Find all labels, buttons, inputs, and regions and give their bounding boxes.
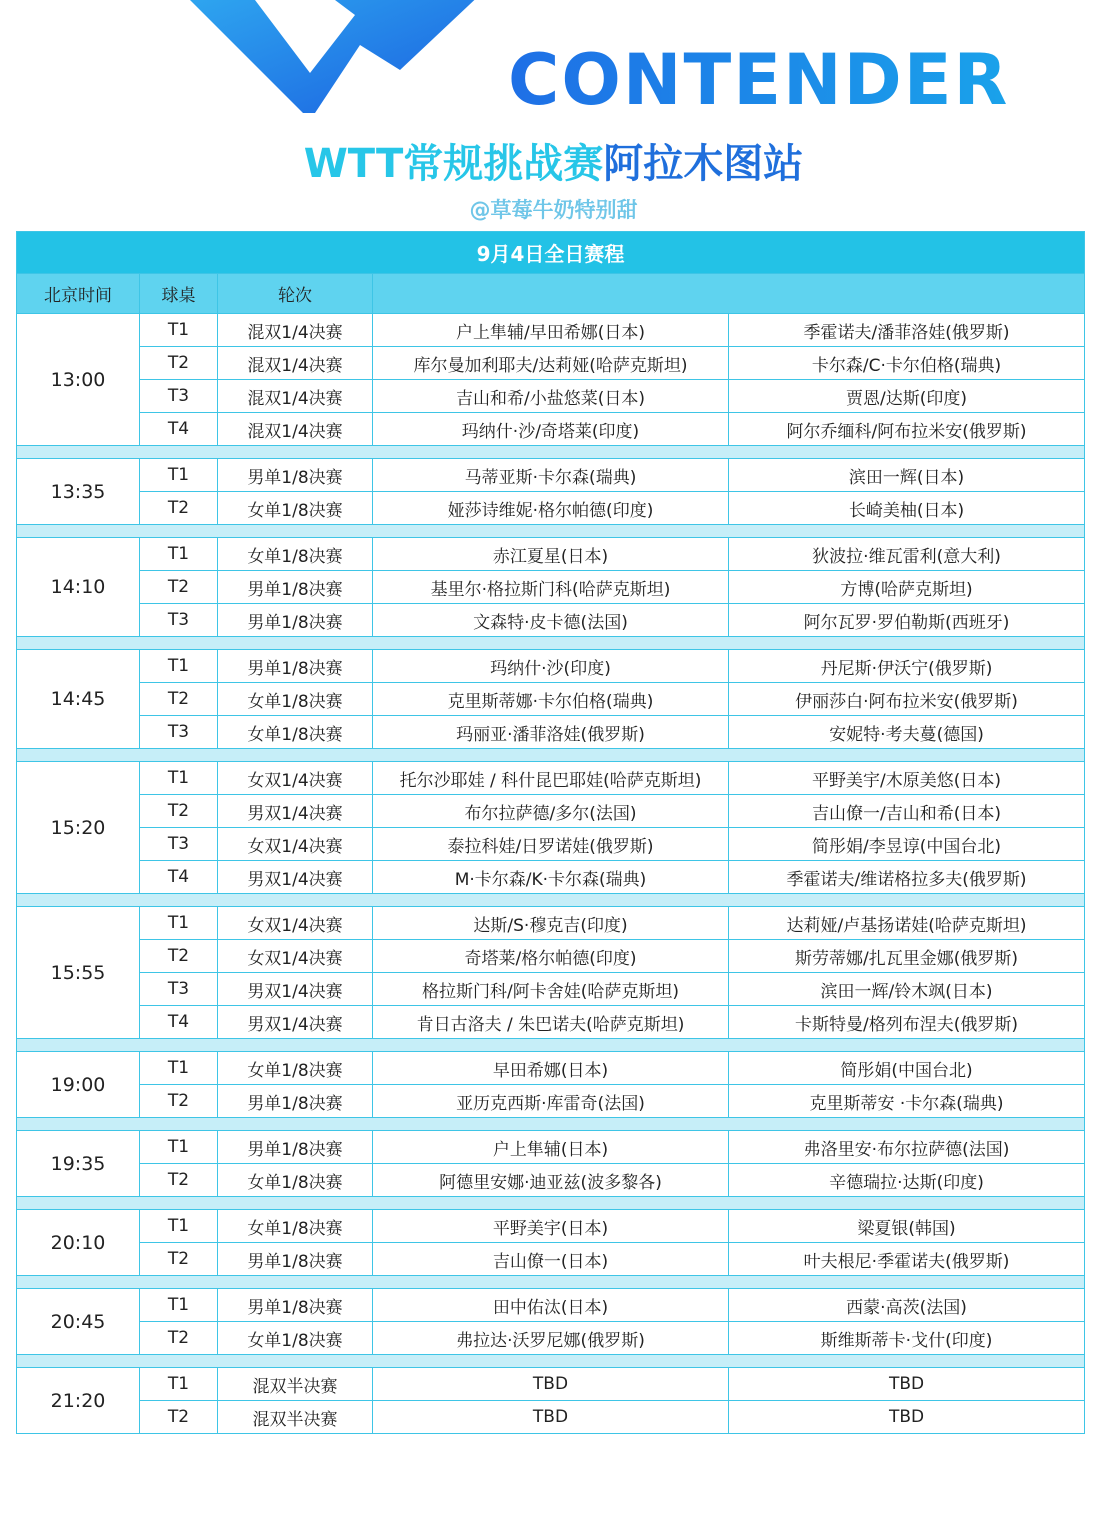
table-number: T3	[140, 973, 218, 1006]
table-number: T2	[140, 795, 218, 828]
match-round: 男双1/4决赛	[218, 861, 373, 894]
player-side-a: 玛纳什·沙(印度)	[373, 650, 729, 683]
table-row	[17, 604, 1085, 637]
player-side-a: TBD	[373, 1368, 729, 1401]
table-number: T2	[140, 1322, 218, 1355]
player-side-b: 滨田一辉(日本)	[729, 459, 1085, 492]
brand-wordmark: CONTENDER	[508, 39, 1010, 121]
header-blank	[373, 274, 1085, 314]
table-row	[17, 571, 1085, 604]
match-round: 男单1/8决赛	[218, 571, 373, 604]
slot-separator	[17, 1118, 1085, 1131]
table-number: T2	[140, 347, 218, 380]
player-side-a: 亚历克西斯·库雷奇(法国)	[373, 1085, 729, 1118]
table-row	[17, 940, 1085, 973]
match-round: 女双1/4决赛	[218, 828, 373, 861]
table-number: T2	[140, 1401, 218, 1434]
player-side-b: 西蒙·高茨(法国)	[729, 1289, 1085, 1322]
player-side-a: 户上隼辅/早田希娜(日本)	[373, 314, 729, 347]
match-round: 男单1/8决赛	[218, 1085, 373, 1118]
slot-time: 14:45	[17, 650, 140, 749]
table-row	[17, 413, 1085, 446]
player-side-b: 平野美宇/木原美悠(日本)	[729, 762, 1085, 795]
header-round: 轮次	[218, 274, 373, 314]
player-side-a: TBD	[373, 1401, 729, 1434]
player-side-b: 梁夏银(韩国)	[729, 1210, 1085, 1243]
player-side-b: 简彤娟(中国台北)	[729, 1052, 1085, 1085]
player-side-a: 玛纳什·沙/奇塔莱(印度)	[373, 413, 729, 446]
slot-separator-cell	[17, 1039, 1085, 1052]
match-round: 女单1/8决赛	[218, 492, 373, 525]
player-side-a: 肯日古洛夫 / 朱巴诺夫(哈萨克斯坦)	[373, 1006, 729, 1039]
match-round: 男单1/8决赛	[218, 459, 373, 492]
table-number: T1	[140, 538, 218, 571]
header-time: 北京时间	[17, 274, 140, 314]
slot-separator	[17, 1355, 1085, 1368]
player-side-a: 平野美宇(日本)	[373, 1210, 729, 1243]
slot-separator-cell	[17, 894, 1085, 907]
table-number: T2	[140, 940, 218, 973]
player-side-b: 伊丽莎白·阿布拉米安(俄罗斯)	[729, 683, 1085, 716]
table-row	[17, 828, 1085, 861]
table-number: T1	[140, 459, 218, 492]
player-side-b: 安妮特·考夫蔓(德国)	[729, 716, 1085, 749]
schedule-banner-row	[17, 232, 1085, 274]
player-side-a: 玛丽亚·潘菲洛娃(俄罗斯)	[373, 716, 729, 749]
match-round: 女单1/8决赛	[218, 1210, 373, 1243]
player-side-a: 赤江夏星(日本)	[373, 538, 729, 571]
match-round: 男双1/4决赛	[218, 1006, 373, 1039]
slot-separator	[17, 446, 1085, 459]
table-number: T2	[140, 571, 218, 604]
table-row	[17, 716, 1085, 749]
slot-separator-cell	[17, 1197, 1085, 1210]
match-round: 男单1/8决赛	[218, 1289, 373, 1322]
match-round: 女双1/4决赛	[218, 940, 373, 973]
match-round: 女单1/8决赛	[218, 1164, 373, 1197]
player-side-b: 丹尼斯·伊沃宁(俄罗斯)	[729, 650, 1085, 683]
table-number: T2	[140, 1243, 218, 1276]
match-round: 混双1/4决赛	[218, 347, 373, 380]
player-side-b: 斯劳蒂娜/扎瓦里金娜(俄罗斯)	[729, 940, 1085, 973]
match-round: 男双1/4决赛	[218, 973, 373, 1006]
player-side-b: 斯维斯蒂卡·戈什(印度)	[729, 1322, 1085, 1355]
player-side-b: 简彤娟/李昱谆(中国台北)	[729, 828, 1085, 861]
table-number: T4	[140, 413, 218, 446]
table-number: T1	[140, 1052, 218, 1085]
title-part-1: WTT常规挑战赛	[303, 141, 604, 187]
player-side-b: 阿尔乔缅科/阿布拉米安(俄罗斯)	[729, 413, 1085, 446]
player-side-a: 娅莎诗维妮·格尔帕德(印度)	[373, 492, 729, 525]
match-round: 混双1/4决赛	[218, 380, 373, 413]
slot-separator	[17, 894, 1085, 907]
player-side-b: 方博(哈萨克斯坦)	[729, 571, 1085, 604]
slot-time: 20:10	[17, 1210, 140, 1276]
table-row	[17, 1085, 1085, 1118]
player-side-a: 马蒂亚斯·卡尔森(瑞典)	[373, 459, 729, 492]
slot-time: 19:35	[17, 1131, 140, 1197]
table-row	[17, 1289, 1085, 1322]
schedule-banner: 9月4日全日赛程	[17, 232, 1085, 274]
match-round: 混双半决赛	[218, 1368, 373, 1401]
match-round: 男双1/4决赛	[218, 795, 373, 828]
table-number: T3	[140, 828, 218, 861]
table-number: T4	[140, 861, 218, 894]
schedule-body	[17, 232, 1085, 1434]
slot-separator	[17, 637, 1085, 650]
match-round: 混双半决赛	[218, 1401, 373, 1434]
player-side-b: TBD	[729, 1401, 1085, 1434]
slot-time: 13:35	[17, 459, 140, 525]
table-number: T3	[140, 716, 218, 749]
slot-time: 19:00	[17, 1052, 140, 1118]
table-number: T2	[140, 1085, 218, 1118]
match-round: 女单1/8决赛	[218, 716, 373, 749]
player-side-a: 泰拉科娃/日罗诺娃(俄罗斯)	[373, 828, 729, 861]
player-side-a: 托尔沙耶娃 / 科什昆巴耶娃(哈萨克斯坦)	[373, 762, 729, 795]
table-number: T3	[140, 604, 218, 637]
header-table: 球桌	[140, 274, 218, 314]
slot-separator-cell	[17, 446, 1085, 459]
match-round: 男单1/8决赛	[218, 1243, 373, 1276]
table-row	[17, 795, 1085, 828]
player-side-a: M·卡尔森/K·卡尔森(瑞典)	[373, 861, 729, 894]
table-number: T1	[140, 650, 218, 683]
table-row	[17, 1164, 1085, 1197]
table-number: T1	[140, 314, 218, 347]
player-side-a: 格拉斯门科/阿卡舍娃(哈萨克斯坦)	[373, 973, 729, 1006]
watermark-text: @草莓牛奶特别甜	[469, 198, 638, 222]
match-round: 女单1/8决赛	[218, 1322, 373, 1355]
table-row	[17, 1401, 1085, 1434]
table-number: T2	[140, 1164, 218, 1197]
match-round: 女双1/4决赛	[218, 762, 373, 795]
table-row	[17, 380, 1085, 413]
table-number: T1	[140, 907, 218, 940]
slot-separator-cell	[17, 1276, 1085, 1289]
table-row	[17, 538, 1085, 571]
table-row	[17, 973, 1085, 1006]
table-number: T2	[140, 492, 218, 525]
player-side-b: 卡斯特曼/格列布涅夫(俄罗斯)	[729, 1006, 1085, 1039]
player-side-b: 辛德瑞拉·达斯(印度)	[729, 1164, 1085, 1197]
match-round: 女单1/8决赛	[218, 683, 373, 716]
slot-separator-cell	[17, 1118, 1085, 1131]
slot-separator-cell	[17, 637, 1085, 650]
page-title	[0, 138, 1107, 190]
match-round: 女单1/8决赛	[218, 538, 373, 571]
slot-separator	[17, 1276, 1085, 1289]
table-row	[17, 1006, 1085, 1039]
table-row	[17, 1368, 1085, 1401]
player-side-b: 阿尔瓦罗·罗伯勒斯(西班牙)	[729, 604, 1085, 637]
table-row	[17, 1322, 1085, 1355]
player-side-a: 奇塔莱/格尔帕德(印度)	[373, 940, 729, 973]
player-side-a: 阿德里安娜·迪亚兹(波多黎各)	[373, 1164, 729, 1197]
player-side-a: 户上隼辅(日本)	[373, 1131, 729, 1164]
schedule-table	[16, 231, 1085, 1434]
table-row	[17, 907, 1085, 940]
header	[0, 0, 1107, 230]
player-side-b: TBD	[729, 1368, 1085, 1401]
player-side-b: 季霍诺夫/潘菲洛娃(俄罗斯)	[729, 314, 1085, 347]
table-number: T1	[140, 1368, 218, 1401]
player-side-b: 达莉娅/卢基扬诺娃(哈萨克斯坦)	[729, 907, 1085, 940]
slot-separator-cell	[17, 525, 1085, 538]
table-row	[17, 314, 1085, 347]
table-row	[17, 650, 1085, 683]
match-round: 男单1/8决赛	[218, 604, 373, 637]
match-round: 男单1/8决赛	[218, 1131, 373, 1164]
table-row	[17, 683, 1085, 716]
table-row	[17, 459, 1085, 492]
player-side-a: 吉山和希/小盐悠菜(日本)	[373, 380, 729, 413]
slot-time: 21:20	[17, 1368, 140, 1434]
slot-separator-cell	[17, 1355, 1085, 1368]
player-side-b: 弗洛里安·布尔拉萨德(法国)	[729, 1131, 1085, 1164]
slot-separator	[17, 1197, 1085, 1210]
slot-time: 15:55	[17, 907, 140, 1039]
player-side-a: 早田希娜(日本)	[373, 1052, 729, 1085]
slot-separator-cell	[17, 749, 1085, 762]
player-side-b: 滨田一辉/铃木飒(日本)	[729, 973, 1085, 1006]
player-side-b: 季霍诺夫/维诺格拉多夫(俄罗斯)	[729, 861, 1085, 894]
match-round: 女双1/4决赛	[218, 907, 373, 940]
player-side-a: 基里尔·格拉斯门科(哈萨克斯坦)	[373, 571, 729, 604]
slot-time: 20:45	[17, 1289, 140, 1355]
player-side-a: 布尔拉萨德/多尔(法国)	[373, 795, 729, 828]
player-side-b: 长崎美柚(日本)	[729, 492, 1085, 525]
table-row	[17, 347, 1085, 380]
player-side-b: 吉山僚一/吉山和希(日本)	[729, 795, 1085, 828]
title-part-2: 阿拉木图站	[603, 141, 804, 187]
table-number: T4	[140, 1006, 218, 1039]
player-side-a: 田中佑汰(日本)	[373, 1289, 729, 1322]
match-round: 女单1/8决赛	[218, 1052, 373, 1085]
table-number: T1	[140, 762, 218, 795]
player-side-a: 弗拉达·沃罗尼娜(俄罗斯)	[373, 1322, 729, 1355]
table-number: T2	[140, 683, 218, 716]
player-side-b: 叶夫根尼·季霍诺夫(俄罗斯)	[729, 1243, 1085, 1276]
table-row	[17, 1210, 1085, 1243]
slot-time: 13:00	[17, 314, 140, 446]
header-row	[17, 274, 1085, 314]
player-side-b: 贾恩/达斯(印度)	[729, 380, 1085, 413]
slot-separator	[17, 749, 1085, 762]
match-round: 混双1/4决赛	[218, 413, 373, 446]
player-side-b: 狄波拉·维瓦雷利(意大利)	[729, 538, 1085, 571]
match-round: 混双1/4决赛	[218, 314, 373, 347]
table-number: T3	[140, 380, 218, 413]
table-number: T1	[140, 1131, 218, 1164]
slot-time: 14:10	[17, 538, 140, 637]
slot-time: 15:20	[17, 762, 140, 894]
player-side-b: 克里斯蒂安 ·卡尔森(瑞典)	[729, 1085, 1085, 1118]
player-side-a: 库尔曼加利耶夫/达莉娅(哈萨克斯坦)	[373, 347, 729, 380]
table-row	[17, 1052, 1085, 1085]
table-row	[17, 1131, 1085, 1164]
table-number: T1	[140, 1210, 218, 1243]
table-row	[17, 1243, 1085, 1276]
match-round: 男单1/8决赛	[218, 650, 373, 683]
player-side-a: 文森特·皮卡德(法国)	[373, 604, 729, 637]
table-row	[17, 492, 1085, 525]
player-side-a: 吉山僚一(日本)	[373, 1243, 729, 1276]
wtt-logo-icon	[185, 0, 485, 120]
player-side-b: 卡尔森/C·卡尔伯格(瑞典)	[729, 347, 1085, 380]
slot-separator	[17, 1039, 1085, 1052]
table-row	[17, 762, 1085, 795]
table-row	[17, 861, 1085, 894]
slot-separator	[17, 525, 1085, 538]
player-side-a: 克里斯蒂娜·卡尔伯格(瑞典)	[373, 683, 729, 716]
table-number: T1	[140, 1289, 218, 1322]
player-side-a: 达斯/S·穆克吉(印度)	[373, 907, 729, 940]
